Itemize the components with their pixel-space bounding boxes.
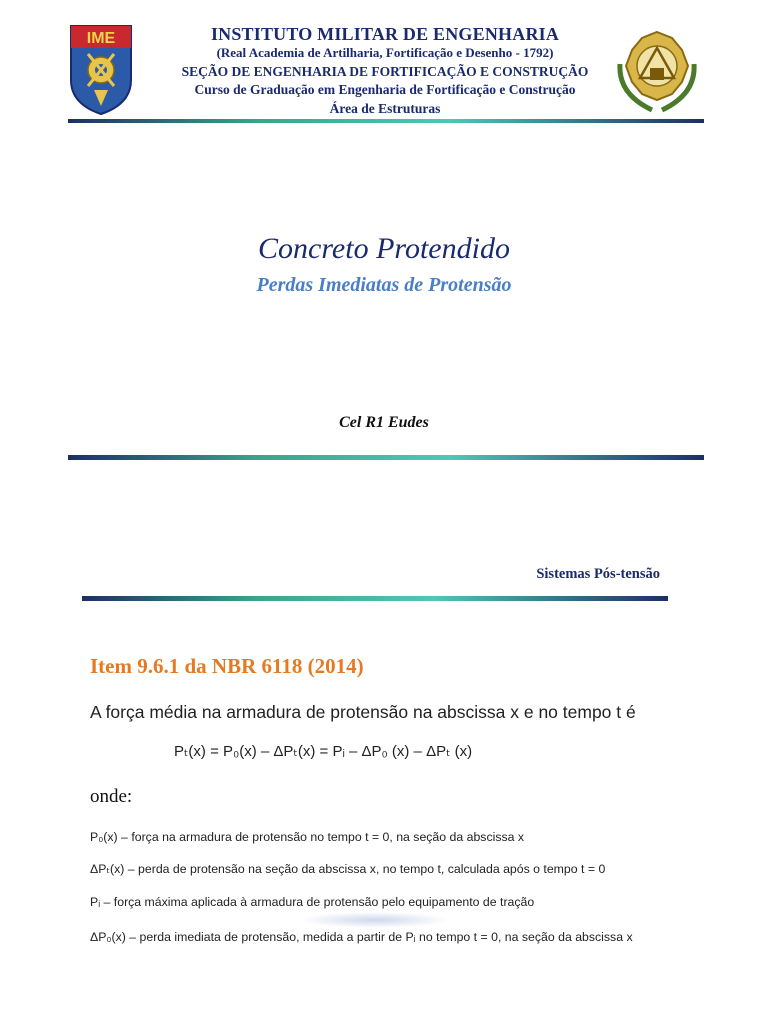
item-heading: Item 9.6.1 da NBR 6118 (2014) xyxy=(90,654,364,678)
force-equation: Pₜ(x) = P₀(x) – ΔPₜ(x) = Pᵢ – ΔP₀ (x) – ΔPₜ (x) xyxy=(174,743,473,760)
academy-line: (Real Academia de Artilharia, Fortificação e Desenho - 1792) xyxy=(216,45,554,60)
ime-logo-text: IME xyxy=(86,30,116,47)
definition-p0: P₀(x) – força na armadura de protensão no tempo t = 0, na seção da abscissa x xyxy=(90,830,525,844)
ime-shield-logo xyxy=(68,24,134,116)
institution-name: INSTITUTO MILITAR DE ENGENHARIA xyxy=(210,24,560,44)
section-title: Sistemas Pós-tensão xyxy=(536,566,660,582)
section-line: SEÇÃO DE ENGENHARIA DE FORTIFICAÇÃO E CONSTRUÇÃO xyxy=(181,64,589,79)
area-line: Área de Estruturas xyxy=(329,101,441,116)
engineering-crest-icon xyxy=(612,24,702,114)
intro-text: A força média na armadura de protensão na abscissa x e no tempo t é xyxy=(90,702,636,722)
definition-delta-p0: ΔP₀(x) – perda imediata de protensão, medida a partir de Pᵢ no tempo t = 0, na seção da abscissa x xyxy=(90,930,633,944)
slide-title: Concreto Protendido xyxy=(258,232,510,265)
footer-divider xyxy=(68,455,704,460)
title-slide xyxy=(0,0,768,470)
section-divider xyxy=(82,596,668,601)
author-name: Cel R1 Eudes xyxy=(339,414,429,431)
definition-delta-pt: ΔPₜ(x) – perda de protensão na seção da abscissa x, no tempo t, calculada após o tempo t = 0 xyxy=(90,862,606,876)
onde-label: onde: xyxy=(90,786,133,807)
course-line: Curso de Graduação em Engenharia de Fortificação e Construção xyxy=(194,82,576,97)
definition-pi: Pᵢ – força máxima aplicada à armadura de protensão pelo equipamento de tração xyxy=(90,895,535,909)
slide-subtitle: Perdas Imediatas de Protensão xyxy=(256,274,512,296)
header-divider xyxy=(68,119,704,123)
scan-smudge xyxy=(300,912,450,928)
